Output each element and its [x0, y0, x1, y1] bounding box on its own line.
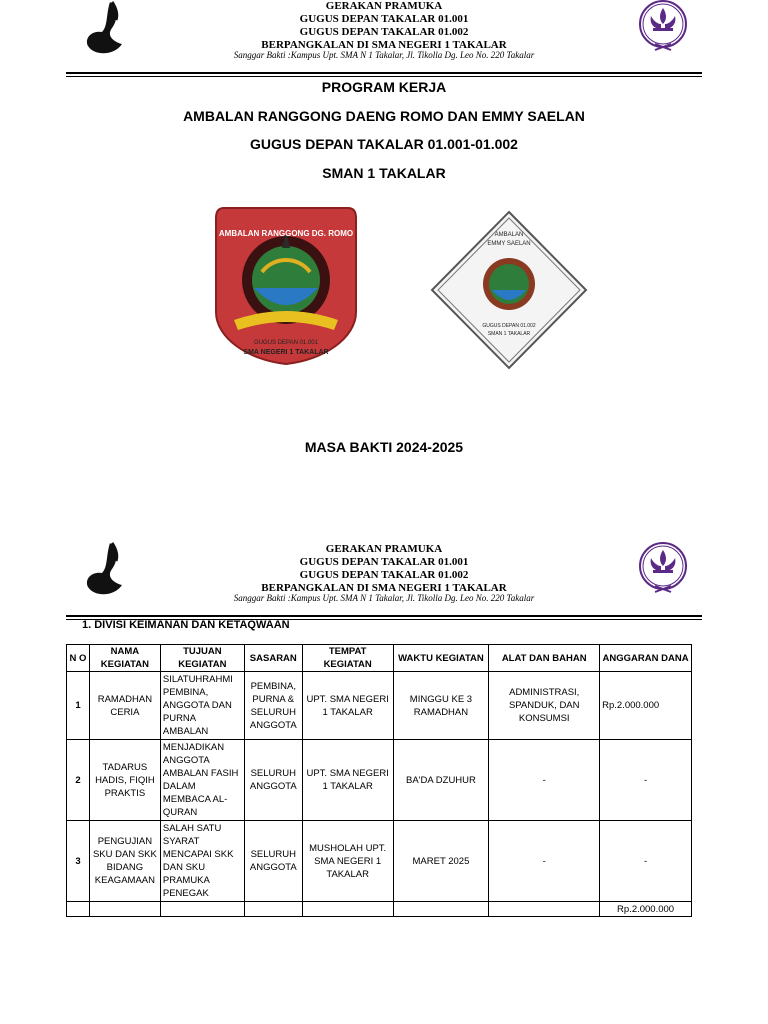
header-base: BERPANGKALAN DI SMA NEGERI 1 TAKALAR [261, 582, 507, 594]
section-title: 1. DIVISI KEIMANAN DAN KETAQWAAN [82, 619, 290, 631]
cover-title-gudep: GUGUS DEPAN TAKALAR 01.001-01.002 [250, 136, 518, 152]
header-rule-thick [66, 72, 702, 74]
total-anggaran: Rp.2.000.000 [600, 902, 692, 917]
cell-alat: - [489, 740, 600, 821]
cover-title-school: SMAN 1 TAKALAR [322, 165, 446, 181]
header-base: BERPANGKALAN DI SMA NEGERI 1 TAKALAR [261, 39, 507, 51]
cell-alat: - [489, 821, 600, 902]
cell-tempat: UPT. SMA NEGERI 1 TAKALAR [302, 740, 393, 821]
cell-sasaran: SELURUH ANGGOTA [244, 740, 302, 821]
col-header-anggaran: ANGGARAN DANA [600, 645, 692, 672]
ambalan-emmy-saelan-badge [430, 210, 588, 370]
wosm-emblem [637, 0, 689, 54]
cell-no: 1 [67, 672, 90, 740]
table-header-row [67, 645, 692, 672]
total-empty-cell [67, 902, 90, 917]
cell-alat: ADMINISTRASI, SPANDUK, DAN KONSUMSI [489, 672, 600, 740]
col-header-tempat: TEMPAT KEGIATAN [302, 645, 393, 672]
cell-tujuan: MENJADIKAN ANGGOTA AMBALAN FASIH DALAM MEMBACA AL-QURAN [160, 740, 244, 821]
cover-period: MASA BAKTI 2024-2025 [304, 439, 464, 455]
badge-left-arc-text: AMBALAN RANGGONG DG. ROMO [218, 229, 354, 238]
total-empty-cell [160, 902, 244, 917]
total-empty-cell [244, 902, 302, 917]
cover-title-program: PROGRAM KERJA [321, 79, 447, 95]
total-empty-cell [489, 902, 600, 917]
header-rule-thick [66, 615, 702, 617]
table-total-row [67, 902, 692, 917]
table-row [67, 740, 692, 821]
badge-left-bottom-1: GUGUS DEPAN 01.001 [254, 340, 318, 346]
cell-sasaran: PEMBINA, PURNA & SELURUH ANGGOTA [244, 672, 302, 740]
header-org: GERAKAN PRAMUKA [325, 0, 443, 12]
cell-nama: TADARUS HADIS, FIQIH PRAKTIS [89, 740, 160, 821]
col-header-tujuan: TUJUAN KEGIATAN [160, 645, 244, 672]
cell-anggaran: - [600, 821, 692, 902]
program-table [66, 644, 692, 917]
cell-tempat: MUSHOLAH UPT. SMA NEGERI 1 TAKALAR [302, 821, 393, 902]
col-header-alat: ALAT DAN BAHAN [489, 645, 600, 672]
cell-no: 2 [67, 740, 90, 821]
cover-title-ambalan: AMBALAN RANGGONG DAENG ROMO DAN EMMY SAELAN [183, 108, 585, 124]
cell-waktu: MINGGU KE 3 RAMADHAN [393, 672, 489, 740]
table-row [67, 672, 692, 740]
col-header-no: N O [67, 645, 90, 672]
cell-anggaran: Rp.2.000.000 [600, 672, 692, 740]
cell-nama: RAMADHAN CERIA [89, 672, 160, 740]
cell-tempat: UPT. SMA NEGERI 1 TAKALAR [302, 672, 393, 740]
cell-waktu: BA'DA DZUHUR [393, 740, 489, 821]
cell-sasaran: SELURUH ANGGOTA [244, 821, 302, 902]
header-address: Sanggar Bakti :Kampus Upt. SMA N 1 Takalar, Jl. Tikolla Dg. Leo No. 220 Takalar [233, 50, 535, 60]
header-gudep-1: GUGUS DEPAN TAKALAR 01.001 [299, 13, 469, 25]
cell-tujuan: SALAH SATU SYARAT MENCAPAI SKK DAN SKU PRAMUKA PENEGAK [160, 821, 244, 902]
badge-right-top-1: AMBALAN [494, 232, 524, 238]
badge-right-top-2: EMMY SAELAN [487, 241, 531, 247]
col-header-sasaran: SASARAN [244, 645, 302, 672]
wosm-emblem [637, 541, 689, 597]
header-gudep-1: GUGUS DEPAN TAKALAR 01.001 [299, 556, 469, 568]
header-rule-thin [66, 76, 702, 77]
header-gudep-2: GUGUS DEPAN TAKALAR 01.002 [299, 569, 469, 581]
total-empty-cell [89, 902, 160, 917]
total-empty-cell [393, 902, 489, 917]
badge-right-bottom-2: SMAN 1 TAKALAR [487, 331, 531, 337]
cell-waktu: MARET 2025 [393, 821, 489, 902]
total-empty-cell [302, 902, 393, 917]
cell-nama: PENGUJIAN SKU DAN SKK BIDANG KEAGAMAAN [89, 821, 160, 902]
header-org: GERAKAN PRAMUKA [325, 543, 443, 555]
header-address: Sanggar Bakti :Kampus Upt. SMA N 1 Takalar, Jl. Tikolla Dg. Leo No. 220 Takalar [233, 593, 535, 603]
ambalan-ranggong-badge [214, 202, 358, 366]
cell-anggaran: - [600, 740, 692, 821]
badge-right-bottom-1: GUGUS DEPAN 01.002 [482, 323, 536, 329]
cell-no: 3 [67, 821, 90, 902]
header-gudep-2: GUGUS DEPAN TAKALAR 01.002 [299, 26, 469, 38]
cell-tujuan: SILATUHRAHMI PEMBINA, ANGGOTA DAN PURNA AMBALAN [160, 672, 244, 740]
badge-left-bottom-2: SMA NEGERI 1 TAKALAR [243, 349, 329, 356]
col-header-waktu: WAKTU KEGIATAN [393, 645, 489, 672]
table-row [67, 821, 692, 902]
col-header-nama: NAMA KEGIATAN [89, 645, 160, 672]
